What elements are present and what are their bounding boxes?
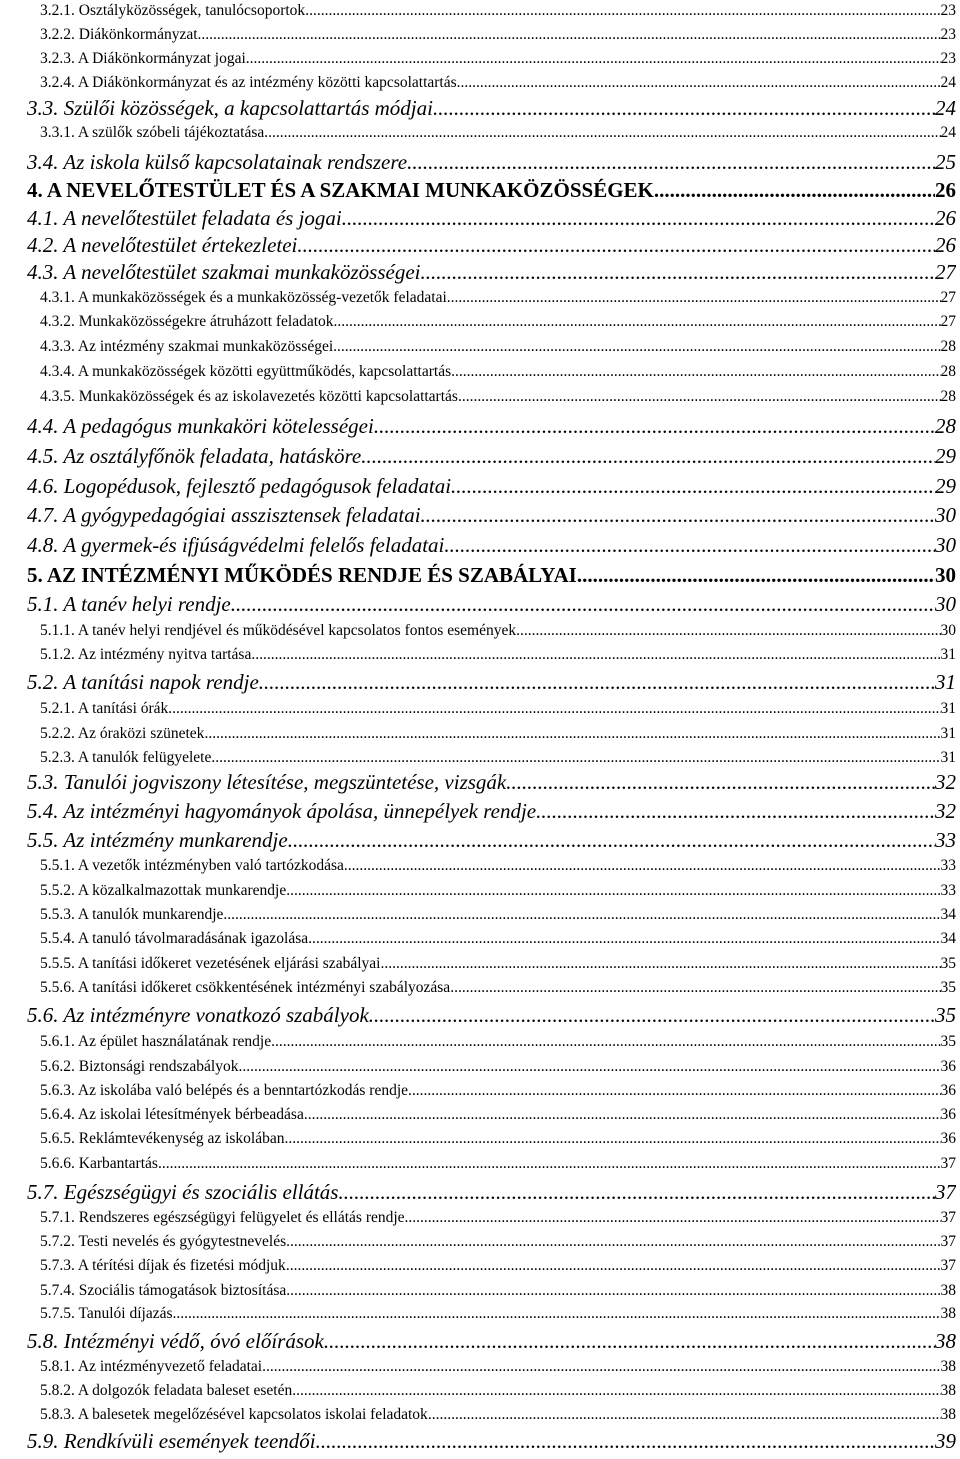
- dot-leader: [288, 828, 935, 853]
- toc-entry[interactable]: [40, 1130, 956, 1148]
- toc-entry-page-number: 34: [940, 906, 956, 923]
- dot-leader: [305, 2, 940, 20]
- toc-entry[interactable]: [27, 592, 956, 617]
- toc-entry[interactable]: [40, 313, 956, 331]
- toc-entry-title: 5.2.1. A tanítási órák: [40, 700, 169, 717]
- toc-entry-page-number: 38: [935, 1329, 956, 1353]
- toc-entry-title: 5.5.1. A vezetők intézményben való tartózkodása: [40, 857, 344, 874]
- toc-entry-page-number: 30: [935, 503, 956, 527]
- dot-leader: [374, 414, 935, 439]
- toc-entry[interactable]: [40, 979, 956, 997]
- toc-entry-title: 5.4. Az intézményi hagyományok ápolása, ünnepélyek rendje: [27, 799, 537, 823]
- toc-entry-page-number: 32: [935, 770, 956, 794]
- toc-entry-page-number: 23: [940, 26, 956, 43]
- toc-entry[interactable]: [27, 150, 956, 175]
- toc-entry-title: 5.2.2. Az óraközi szünetek: [40, 725, 205, 742]
- toc-entry[interactable]: [27, 260, 956, 285]
- toc-entry-page-number: 26: [935, 178, 956, 202]
- toc-entry-page-number: 38: [940, 1358, 956, 1375]
- dot-leader: [304, 1106, 941, 1124]
- toc-entry[interactable]: [40, 646, 956, 664]
- toc-entry-page-number: 39: [935, 1429, 956, 1453]
- toc-entry-title: 4.4. A pedagógus munkaköri kötelességei: [27, 414, 374, 438]
- toc-entry-page-number: 34: [940, 930, 956, 947]
- toc-entry[interactable]: [40, 1406, 956, 1424]
- toc-entry[interactable]: [40, 1257, 956, 1275]
- toc-entry-page-number: 31: [940, 725, 956, 742]
- dot-leader: [451, 474, 935, 499]
- toc-entry-title: 4.6. Logopédusok, fejlesztő pedagógusok feladatai: [27, 474, 452, 498]
- toc-entry-page-number: 31: [940, 646, 956, 663]
- toc-entry-page-number: 36: [940, 1082, 956, 1099]
- dot-leader: [264, 124, 940, 142]
- dot-leader: [223, 906, 940, 924]
- toc-entry-page-number: 38: [940, 1305, 956, 1322]
- toc-entry[interactable]: [27, 770, 956, 795]
- dot-leader: [408, 1082, 940, 1100]
- dot-leader: [344, 857, 941, 875]
- toc-entry-page-number: 27: [940, 289, 956, 306]
- toc-entry[interactable]: [40, 289, 956, 307]
- dot-leader: [380, 955, 940, 973]
- toc-entry-title: 4.3.4. A munkaközösségek közötti együttműködés, kapcsolattartás: [40, 363, 452, 380]
- toc-entry[interactable]: [40, 1305, 956, 1323]
- toc-entry-page-number: 32: [935, 799, 956, 823]
- dot-leader: [297, 233, 935, 258]
- dot-leader: [407, 150, 935, 175]
- toc-entry-page-number: 24: [940, 74, 956, 91]
- toc-entry-title: 5.7.4. Szociális támogatások biztosítása: [40, 1282, 287, 1299]
- toc-entry-title: 3.2.2. Diákönkormányzat: [40, 26, 198, 43]
- dot-leader: [457, 74, 941, 92]
- dot-leader: [361, 444, 935, 469]
- toc-entry-title: 5.8.1. Az intézményvezető feladatai: [40, 1358, 263, 1375]
- toc-entry-page-number: 37: [940, 1209, 956, 1226]
- toc-entry[interactable]: [40, 906, 956, 924]
- dot-leader: [286, 1233, 940, 1251]
- toc-entry[interactable]: [40, 857, 956, 875]
- toc-entry-title: 4.3.2. Munkaközösségekre átruházott feladatok: [40, 313, 334, 330]
- toc-entry-page-number: 36: [940, 1058, 956, 1075]
- toc-entry[interactable]: [27, 1329, 956, 1354]
- dot-leader: [451, 363, 940, 381]
- toc-entry-title: 5.6.3. Az iskolába való belépés és a benntartózkodás rendje: [40, 1082, 409, 1099]
- dot-leader: [259, 670, 935, 695]
- dot-leader: [198, 26, 941, 44]
- toc-entry-title: 5.9. Rendkívüli események teendői: [27, 1429, 316, 1453]
- toc-entry-title: 5.6.5. Reklámtevékenység az iskolában: [40, 1130, 285, 1147]
- dot-leader: [271, 1033, 940, 1051]
- toc-entry-title: 5.6.6. Karbantartás: [40, 1155, 158, 1172]
- toc-entry[interactable]: [40, 2, 956, 20]
- toc-entry-page-number: 25: [935, 150, 956, 174]
- toc-entry-title: 5.6.4. Az iskolai létesítmények bérbeadása: [40, 1106, 304, 1123]
- toc-entry-page-number: 26: [935, 233, 956, 257]
- toc-entry-page-number: 36: [940, 1106, 956, 1123]
- toc-entry-title: 5.8.3. A balesetek megelőzésével kapcsolatos iskolai feladatok: [40, 1406, 428, 1423]
- dot-leader: [246, 50, 941, 68]
- toc-entry-page-number: 28: [940, 363, 956, 380]
- toc-entry-title: 3.3. Szülői közösségek, a kapcsolattartás módjai: [27, 96, 433, 120]
- toc-entry[interactable]: [40, 955, 956, 973]
- toc-entry-page-number: 30: [940, 622, 956, 639]
- toc-entry-title: 4.7. A gyógypedagógiai asszisztensek feladatai: [27, 503, 421, 527]
- toc-entry[interactable]: [27, 444, 956, 469]
- toc-entry-page-number: 30: [935, 563, 956, 587]
- toc-entry-title: 5.5.4. A tanuló távolmaradásának igazolása: [40, 930, 309, 947]
- dot-leader: [342, 206, 935, 231]
- toc-entry[interactable]: [40, 1058, 956, 1076]
- toc-entry-title: 5.6.1. Az épület használatának rendje: [40, 1033, 272, 1050]
- toc-entry-title: 4. A NEVELŐTESTÜLET ÉS A SZAKMAI MUNKAKÖZÖSSÉGEK: [27, 178, 654, 202]
- toc-entry-page-number: 31: [940, 749, 956, 766]
- toc-entry-page-number: 33: [940, 882, 956, 899]
- dot-leader: [316, 1429, 935, 1454]
- dot-leader: [516, 622, 940, 640]
- toc-entry-title: 3.2.3. A Diákönkormányzat jogai: [40, 50, 246, 67]
- toc-entry-page-number: 35: [940, 979, 956, 996]
- toc-entry[interactable]: [27, 1180, 956, 1205]
- toc-entry-title: 5.7.5. Tanulói díjazás: [40, 1305, 173, 1322]
- toc-entry-page-number: 27: [935, 260, 956, 284]
- toc-entry-title: 5.1.1. A tanév helyi rendjével és működésével kapcsolatos fontos események: [40, 622, 517, 639]
- toc-entry-title: 5.5.5. A tanítási időkeret vezetésének eljárási szabályai: [40, 955, 381, 972]
- toc-entry-page-number: 35: [940, 955, 956, 972]
- toc-entry-title: 3.3.1. A szülők szóbeli tájékoztatása: [40, 124, 265, 141]
- dot-leader: [324, 1329, 935, 1354]
- toc-entry-title: 5.2.3. A tanulók felügyelete: [40, 749, 212, 766]
- toc-entry[interactable]: [27, 563, 956, 588]
- toc-entry[interactable]: [40, 50, 956, 68]
- dot-leader: [654, 178, 935, 203]
- toc-entry-page-number: 37: [940, 1233, 956, 1250]
- toc-entry-page-number: 35: [940, 1033, 956, 1050]
- toc-entry-title: 5.5.2. A közalkalmazottak munkarendje: [40, 882, 287, 899]
- toc-entry-page-number: 28: [935, 414, 956, 438]
- dot-leader: [211, 749, 940, 767]
- toc-entry-title: 5.8.2. A dolgozók feladata baleset esetén: [40, 1382, 293, 1399]
- toc-entry[interactable]: [40, 1382, 956, 1400]
- dot-leader: [333, 338, 940, 356]
- toc-entry-title: 3.2.4. A Diákönkormányzat és az intézmény közötti kapcsolattartás: [40, 74, 457, 91]
- toc-entry-page-number: 27: [940, 313, 956, 330]
- toc-entry-title: 5.5. Az intézmény munkarendje: [27, 828, 288, 852]
- toc-entry[interactable]: [40, 749, 956, 767]
- toc-entry-title: 5.6.2. Biztonsági rendszabályok: [40, 1058, 239, 1075]
- dot-leader: [405, 1209, 941, 1227]
- toc-entry-title: 5.7.2. Testi nevelés és gyógytestnevelés: [40, 1233, 287, 1250]
- dot-leader: [251, 646, 940, 664]
- toc-entry[interactable]: [40, 363, 956, 381]
- toc-entry-title: 5.7. Egészségügyi és szociális ellátás: [27, 1180, 339, 1204]
- toc-entry[interactable]: [27, 670, 956, 695]
- toc-entry[interactable]: [27, 96, 956, 121]
- dot-leader: [334, 313, 941, 331]
- toc-entry[interactable]: [40, 882, 956, 900]
- toc-entry-page-number: 30: [935, 592, 956, 616]
- dot-leader: [536, 799, 935, 824]
- toc-entry[interactable]: [40, 1282, 956, 1300]
- dot-leader: [173, 1305, 941, 1323]
- dot-leader: [577, 563, 935, 588]
- toc-entry[interactable]: [27, 233, 956, 258]
- toc-entry[interactable]: [27, 206, 956, 231]
- toc-entry-title: 4.3.3. Az intézmény szakmai munkaközösségei: [40, 338, 334, 355]
- toc-entry-page-number: 37: [940, 1257, 956, 1274]
- toc-entry-page-number: 38: [940, 1382, 956, 1399]
- toc-entry-title: 3.4. Az iskola külső kapcsolatainak rendszere: [27, 150, 408, 174]
- toc-entry-title: 5.7.3. A térítési díjak és fizetési módjuk: [40, 1257, 286, 1274]
- dot-leader: [286, 882, 940, 900]
- toc-entry-page-number: 33: [935, 828, 956, 852]
- toc-entry-page-number: 37: [940, 1155, 956, 1172]
- dot-leader: [420, 260, 935, 285]
- toc-entry-page-number: 29: [935, 444, 956, 468]
- toc-entry-title: 4.5. Az osztályfőnök feladata, hatásköre: [27, 444, 362, 468]
- toc-entry[interactable]: [40, 725, 956, 743]
- toc-entry[interactable]: [40, 1082, 956, 1100]
- toc-entry[interactable]: [40, 622, 956, 640]
- dot-leader: [292, 1382, 940, 1400]
- toc-entry-title: 5.5.6. A tanítási időkeret csökkentésének intézményi szabályozása: [40, 979, 451, 996]
- toc-entry[interactable]: [40, 388, 956, 406]
- dot-leader: [204, 725, 940, 743]
- dot-leader: [450, 979, 940, 997]
- toc-entry-title: 5.5.3. A tanulók munkarendje: [40, 906, 224, 923]
- toc-entry[interactable]: [27, 503, 956, 528]
- dot-leader: [338, 1180, 935, 1205]
- toc-entry[interactable]: [27, 178, 956, 203]
- toc-entry-title: 5.1. A tanév helyi rendje: [27, 592, 231, 616]
- dot-leader: [447, 289, 941, 307]
- toc-entry-title: 4.3.5. Munkaközösségek és az iskolavezetés közötti kapcsolattartás: [40, 388, 458, 405]
- toc-entry-page-number: 29: [935, 474, 956, 498]
- toc-entry-title: 5.1.2. Az intézmény nyitva tartása: [40, 646, 252, 663]
- toc-entry-page-number: 23: [940, 2, 956, 19]
- toc-entry-page-number: 38: [940, 1282, 956, 1299]
- toc-entry[interactable]: [40, 1233, 956, 1251]
- toc-entry[interactable]: [27, 799, 956, 824]
- toc-entry[interactable]: [40, 1106, 956, 1124]
- toc-entry-page-number: 30: [935, 533, 956, 557]
- dot-leader: [421, 503, 935, 528]
- toc-entry-page-number: 31: [940, 700, 956, 717]
- toc-entry-title: 4.3.1. A munkaközösségek és a munkaközösség-vezetők feladatai: [40, 289, 447, 306]
- toc-entry[interactable]: [40, 1155, 956, 1173]
- toc-entry[interactable]: [27, 414, 956, 439]
- toc-entry[interactable]: [27, 533, 956, 558]
- toc-entry-page-number: 37: [935, 1180, 956, 1204]
- toc-entry-title: 5.2. A tanítási napok rendje: [27, 670, 259, 694]
- toc-entry[interactable]: [40, 1209, 956, 1227]
- toc-entry-title: 5.8. Intézményi védő, óvó előírások: [27, 1329, 324, 1353]
- dot-leader: [284, 1130, 940, 1148]
- toc-entry[interactable]: [40, 338, 956, 356]
- dot-leader: [433, 96, 935, 121]
- toc-entry[interactable]: [40, 26, 956, 44]
- toc-entry[interactable]: [27, 1429, 956, 1454]
- dot-leader: [308, 930, 940, 948]
- toc-entry-page-number: 31: [935, 670, 956, 694]
- dot-leader: [262, 1358, 940, 1376]
- toc-entry[interactable]: [40, 700, 956, 718]
- toc-entry-page-number: 24: [935, 96, 956, 120]
- toc-entry-page-number: 33: [940, 857, 956, 874]
- toc-entry[interactable]: [27, 474, 956, 499]
- toc-entry[interactable]: [27, 828, 956, 853]
- dot-leader: [444, 533, 935, 558]
- dot-leader: [369, 1003, 935, 1028]
- dot-leader: [168, 700, 940, 718]
- toc-entry[interactable]: [40, 930, 956, 948]
- toc-entry-title: 5. AZ INTÉZMÉNYI MŰKÖDÉS RENDJE ÉS SZABÁLYAI: [27, 563, 577, 587]
- toc-entry-title: 5.3. Tanulói jogviszony létesítése, megszüntetése, vizsgák: [27, 770, 507, 794]
- toc-entry[interactable]: [27, 1003, 956, 1028]
- toc-entry-page-number: 23: [940, 50, 956, 67]
- toc-entry-page-number: 28: [940, 338, 956, 355]
- dot-leader: [158, 1155, 941, 1173]
- toc-entry-title: 4.2. A nevelőtestület értekezletei: [27, 233, 298, 257]
- toc-entry-page-number: 36: [940, 1130, 956, 1147]
- toc-entry-page-number: 24: [940, 124, 956, 141]
- toc-entry-page-number: 28: [940, 388, 956, 405]
- toc-entry-title: 4.3. A nevelőtestület szakmai munkaközösségei: [27, 260, 421, 284]
- dot-leader: [238, 1058, 940, 1076]
- toc-entry-title: 4.8. A gyermek-és ifjúságvédelmi felelős feladatai: [27, 533, 445, 557]
- toc-entry-title: 5.6. Az intézményre vonatkozó szabályok: [27, 1003, 369, 1027]
- toc-entry-page-number: 26: [935, 206, 956, 230]
- dot-leader: [286, 1282, 940, 1300]
- dot-leader: [286, 1257, 941, 1275]
- toc-entry[interactable]: [40, 1033, 956, 1051]
- dot-leader: [428, 1406, 941, 1424]
- toc-entry-title: 4.1. A nevelőtestület feladata és jogai: [27, 206, 342, 230]
- dot-leader: [458, 388, 941, 406]
- toc-entry-title: 5.7.1. Rendszeres egészségügyi felügyelet és ellátás rendje: [40, 1209, 405, 1226]
- toc-entry-page-number: 38: [940, 1406, 956, 1423]
- toc-entry[interactable]: [40, 74, 956, 92]
- dot-leader: [231, 592, 935, 617]
- toc-entry[interactable]: [40, 1358, 956, 1376]
- toc-entry-page-number: 35: [935, 1003, 956, 1027]
- toc-entry[interactable]: [40, 124, 956, 142]
- dot-leader: [506, 770, 935, 795]
- toc-entry-title: 3.2.1. Osztályközösségek, tanulócsoportok: [40, 2, 306, 19]
